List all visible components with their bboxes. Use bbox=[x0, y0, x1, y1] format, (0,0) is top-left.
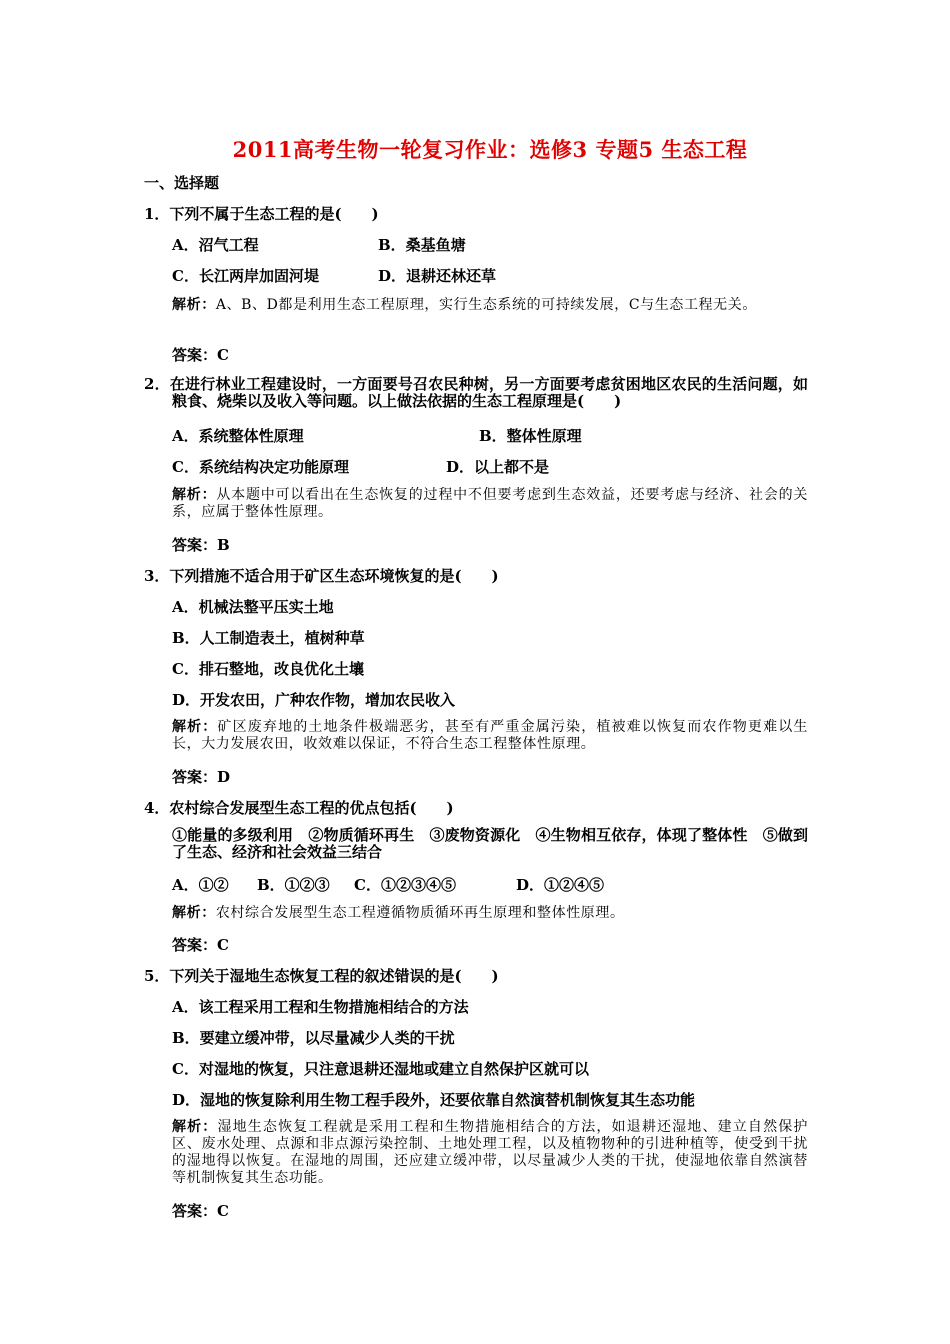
document-title: 2011高考生物一轮复习作业：选修3 专题5 生态工程 bbox=[232, 137, 748, 162]
question-3-answer: 答案：D bbox=[172, 768, 231, 786]
question-1-option-a: A．沼气工程 bbox=[172, 236, 259, 254]
question-5-answer: 答案：C bbox=[172, 1202, 229, 1220]
question-2-option-b: B．整体性原理 bbox=[479, 427, 582, 445]
question-2-analysis bbox=[172, 487, 808, 521]
analysis-label: 解析： bbox=[172, 297, 216, 313]
question-2-option-c: C．系统结构决定功能原理 bbox=[172, 458, 349, 476]
question-3-option-b: B．人工制造表土，植树种草 bbox=[172, 629, 365, 647]
question-5-option-a: A．该工程采用工程和生物措施相结合的方法 bbox=[172, 998, 469, 1016]
analysis-text: 农村综合发展型生态工程遵循物质循环再生原理和整体性原理。 bbox=[215, 905, 625, 921]
question-5-option-d: D．湿地的恢复除利用生物工程手段外，还要依靠自然演替机制恢复其生态功能 bbox=[172, 1091, 696, 1109]
section-heading: 一、选择题 bbox=[144, 174, 220, 192]
analysis-label: 解析： bbox=[172, 1119, 218, 1135]
question-1-option-b: B．桑基鱼塘 bbox=[378, 236, 466, 254]
question-1-option-c: C．长江两岸加固河堤 bbox=[172, 267, 319, 285]
question-5-analysis bbox=[172, 1119, 808, 1187]
question-4-option-a: A．①② bbox=[172, 876, 229, 894]
question-5-stem: 5．下列关于湿地生态恢复工程的叙述错误的是( ) bbox=[144, 967, 499, 985]
analysis-text: 湿地生态恢复工程就是采用工程和生物措施相结合的方法，如退耕还湿地、建立自然保护区、废水处理、点源和非点源污染控制、土地处理工程，以及植物物种的引进种植等，使受到干扰的湿地得以恢复。在湿地的周围，还应建立缓冲带，以尽量减少人类的干扰，使湿地依靠自然演替等机制恢复其生态功能。 bbox=[172, 1119, 808, 1186]
question-4-option-b: B．①②③ bbox=[257, 876, 330, 894]
question-4-items: ①能量的多级利用 ②物质循环再生 ③废物资源化 ④生物相互依存，体现了整体性 ⑤做到了生态、经济和社会效益三结合 bbox=[172, 826, 808, 861]
question-2-option-a: A．系统整体性原理 bbox=[172, 427, 304, 445]
question-3-option-d: D．开发农田，广种农作物，增加农民收入 bbox=[172, 691, 456, 709]
question-3-option-a: A．机械法整平压实土地 bbox=[172, 598, 334, 616]
question-4-option-c: C．①②③④⑤ bbox=[354, 876, 456, 894]
question-3-option-c: C．排石整地，改良优化土壤 bbox=[172, 660, 364, 678]
analysis-text: A、B、D都是利用生态工程原理，实行生态系统的可持续发展，C与生态工程无关。 bbox=[215, 297, 757, 313]
question-1-option-d: D．退耕还林还草 bbox=[378, 267, 497, 285]
question-2-stem-text: 2．在进行林业工程建设时，一方面要号召农民种树，另一方面要考虑贫困地区农民的生活问题，如粮食、烧柴以及收入等问题。以上做法依据的生态工程原理是( ) bbox=[144, 375, 808, 410]
question-5-option-c: C．对湿地的恢复，只注意退耕还湿地或建立自然保护区就可以 bbox=[172, 1060, 589, 1078]
question-2-answer: 答案：B bbox=[172, 536, 230, 554]
question-1-stem: 1．下列不属于生态工程的是( ) bbox=[144, 205, 379, 223]
question-4-option-d: D．①②④⑤ bbox=[516, 876, 605, 894]
question-4-answer: 答案：C bbox=[172, 936, 229, 954]
analysis-label: 解析： bbox=[172, 719, 218, 735]
question-2-stem bbox=[144, 376, 808, 410]
question-3-stem: 3．下列措施不适合用于矿区生态环境恢复的是( ) bbox=[144, 567, 499, 585]
question-4-stem: 4．农村综合发展型生态工程的优点包括( ) bbox=[144, 799, 454, 817]
question-4-analysis bbox=[172, 905, 808, 922]
question-1-answer: 答案：C bbox=[172, 346, 229, 364]
question-1-analysis bbox=[172, 297, 808, 314]
question-5-option-b: B．要建立缓冲带，以尽量减少人类的干扰 bbox=[172, 1029, 455, 1047]
question-2-option-d: D．以上都不是 bbox=[446, 458, 550, 476]
analysis-text: 从本题中可以看出在生态恢复的过程中不但要考虑到生态效益，还要考虑与经济、社会的关系，应属于整体性原理。 bbox=[172, 487, 808, 520]
analysis-label: 解析： bbox=[172, 905, 216, 921]
question-3-analysis bbox=[172, 719, 808, 753]
analysis-label: 解析： bbox=[172, 487, 217, 503]
analysis-text: 矿区废弃地的土地条件极端恶劣，甚至有严重金属污染，植被难以恢复而农作物更难以生长，大力发展农田，收效难以保证，不符合生态工程整体性原理。 bbox=[172, 719, 808, 752]
